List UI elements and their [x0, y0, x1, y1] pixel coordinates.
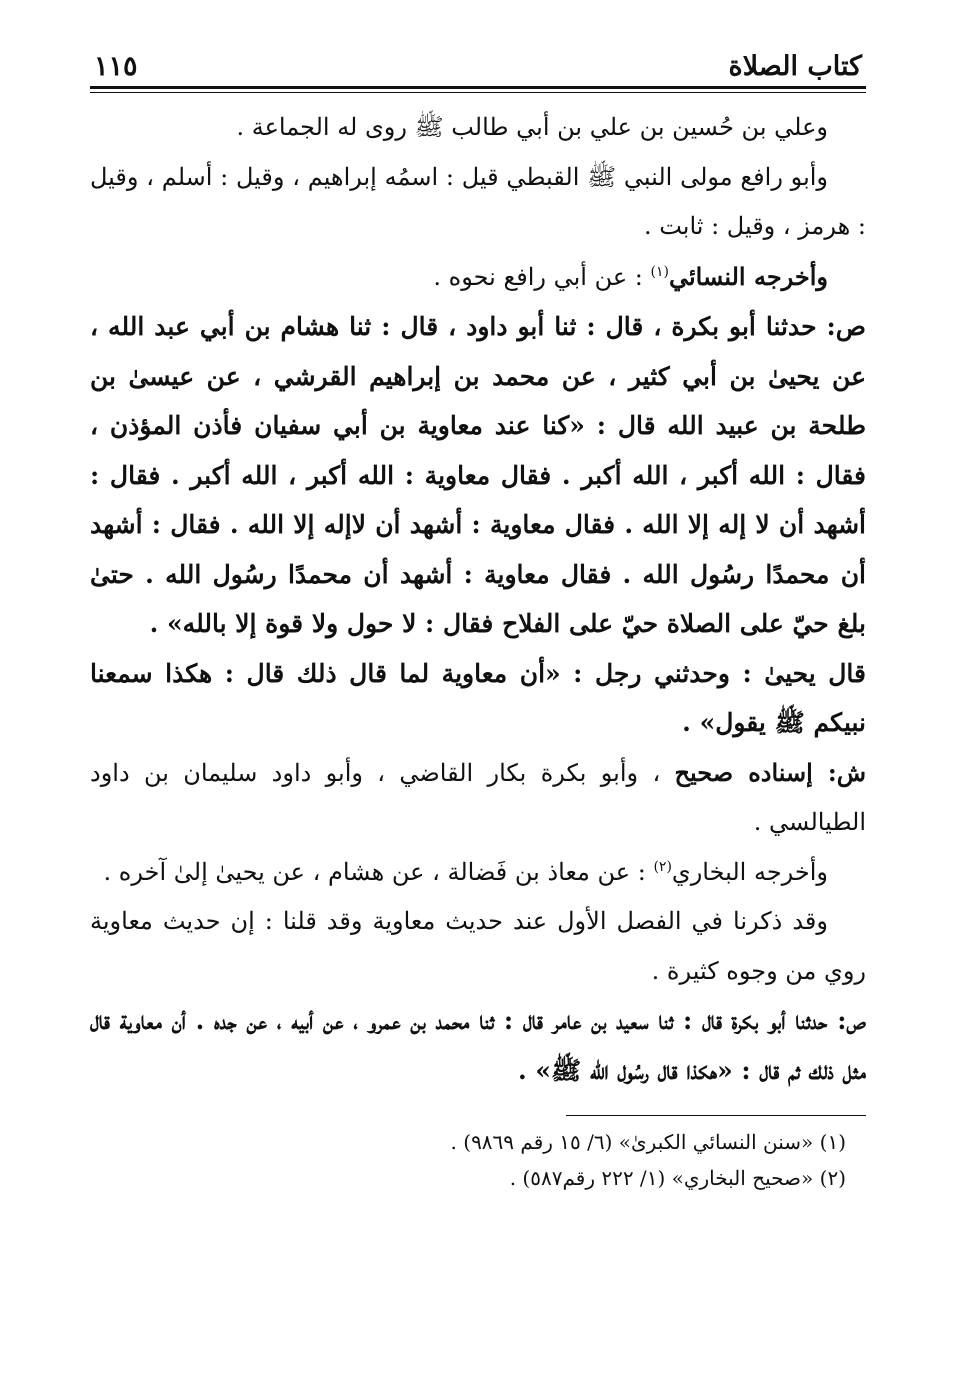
book-page [90, 36, 866, 1196]
footnote-ref: (١) [650, 263, 669, 280]
paragraph: وأبو رافع مولى النبي ﷺ القبطي قيل : اسمُه إبراهيم ، وقيل : أسلم ، وقيل : هرمز ، وقيل : ثابت . [90, 162, 866, 240]
paragraph-hadith: قال يحيىٰ : وحدثني رجل : «أن معاوية لما قال ذلك قال : هكذا سمعنا نبيكم ﷺ يقول» . [90, 658, 866, 737]
footnote-ref: (٢) [653, 858, 672, 875]
paragraph-text: : عن معاذ بن فَضالة ، عن هشام ، عن يحيىٰ إلىٰ آخره . [103, 857, 654, 886]
paragraph-text: ، وأبو بكرة بكار القاضي ، وأبو داود سليمان بن داود الطيالسي . [90, 758, 866, 836]
paragraph-hadith: ص: حدثنا أبو بكرة قال : ثنا سعيد بن عامر قال : ثنا محمد بن عمرو ، عن أبيه ، عن جده . أن معاوية قال مثل ذلك ثم قال : «هكذا قال رسُول الله ﷺ» . [90, 1006, 866, 1085]
paragraph: وعلي بن حُسين بن علي بن أبي طالب ﷺ روى له الجماعة . [236, 113, 828, 141]
footnote-rule [566, 1115, 866, 1116]
header-rule-thick [90, 86, 866, 89]
paragraph-lead: وأخرجه البخاري [671, 857, 828, 886]
page-header [90, 36, 866, 80]
paragraph-lead: وأخرجه النسائي [668, 261, 828, 291]
paragraph: وقد ذكرنا في الفصل الأول عند حديث معاوية وقد قلنا : إن حديث معاوية روي من وجوه كثيرة . [90, 907, 866, 985]
page-number: ١١٥ [94, 51, 138, 82]
paragraph [90, 748, 866, 848]
paragraph [90, 848, 866, 898]
header-rule-thin [90, 92, 866, 93]
footnote: (١) «سنن النسائي الكبرىٰ» (٦/ ١٥ رقم ٩٨٦٩) . [450, 1130, 846, 1154]
paragraph [90, 252, 866, 303]
paragraph-hadith: ص: حدثنا أبو بكرة ، قال : ثنا أبو داود ، قال : ثنا هشام بن أبي عبد الله ، عن يحيىٰ بن أبي كثير ، عن محمد بن إبراهيم القرشي ، عن عيسىٰ بن طلحة بن عبيد الله قال : «كنا عند معاوية بن أبي سفيان فأذن المؤذن ، فقال : الله أكبر ، الله أكبر . فقال معاوية : الله أكبر ، الله أكبر . فقال : أشهد أن لا إله إلا الله . فقال معاوية : أشهد أن لاإله إلا الله . فقال : أشهد أن محمدًا رسُول الله . فقال معاوية : أشهد أن محمدًا رسُول الله . حتىٰ بلغ حيّ على الصلاة حيّ على الفلاح فقال : لا حول ولا قوة إلا بالله» . [90, 312, 866, 638]
footnote: (٢) «صحيح البخاري» (١/ ٢٢٢ رقم٥٨٧) . [509, 1166, 846, 1190]
paragraph-lead: ش: إسناده صحيح [674, 757, 866, 787]
chapter-title: كتاب الصلاة [728, 51, 862, 82]
page-body [90, 103, 866, 1095]
footnotes [90, 1124, 866, 1196]
paragraph-text: : عن أبي رافع نحوه . [433, 262, 651, 291]
